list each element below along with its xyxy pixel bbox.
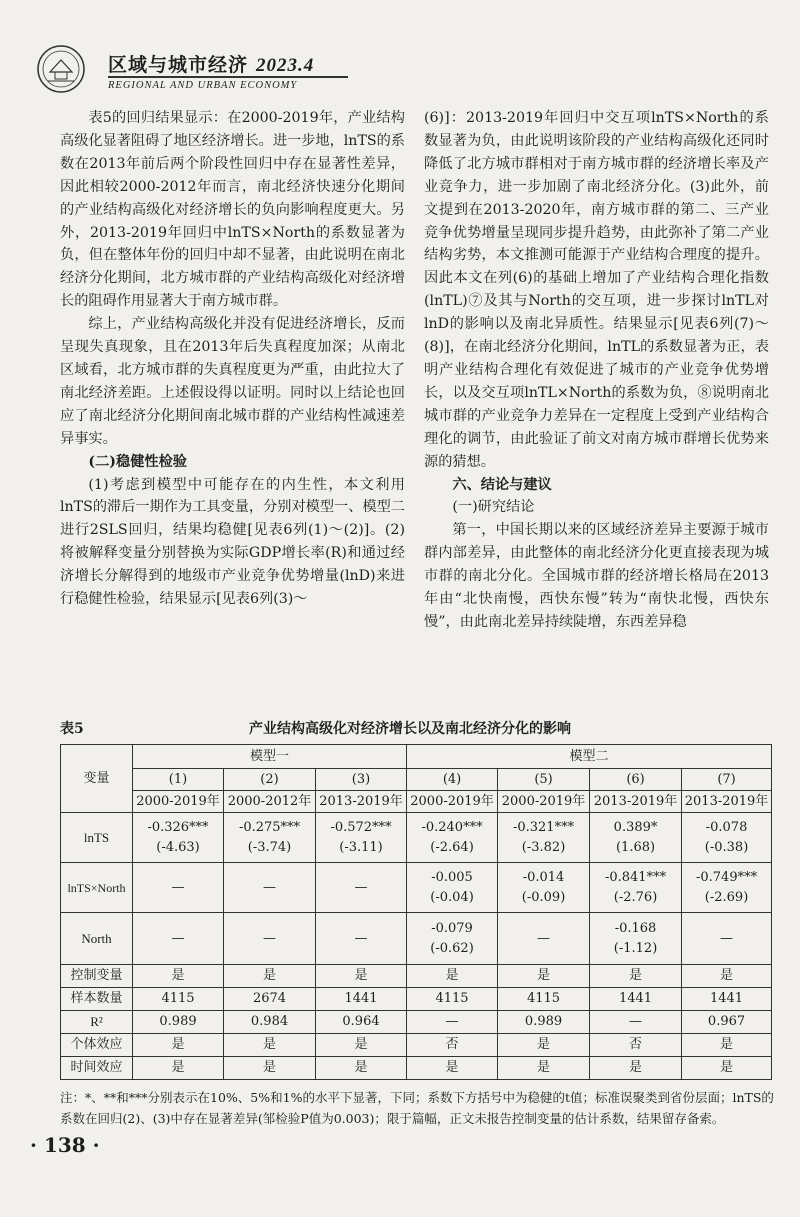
cell: 0.964 xyxy=(316,1011,407,1034)
table-row xyxy=(61,913,772,965)
col-period: 2013-2019年 xyxy=(590,791,682,813)
cell: -0.841*** (-2.76) xyxy=(590,863,682,913)
row-label: 个体效应 xyxy=(61,1034,133,1057)
section-heading-robustness: (二)稳健性检验 xyxy=(88,453,187,470)
cell: 是 xyxy=(133,1057,224,1080)
cell: — xyxy=(224,863,316,913)
cell: 否 xyxy=(407,1034,498,1057)
cell: 1441 xyxy=(682,988,772,1011)
table-note: 注：*、**和***分别表示在10%、5%和1%的水平下显著，下同；系数下方括号中为稳健的t值；标准误聚类到省份层面；lnTS的系数在回归(2)、(3)中存在显著差异(邹检验P值为0.003)；限于篇幅，正文未报告控制变量的估计系数，结果留存备索。 xyxy=(60,1090,774,1126)
table-row xyxy=(61,1034,772,1057)
col-period: 2000-2019年 xyxy=(133,791,224,813)
table-label: 表5 xyxy=(60,721,84,737)
row-label: R² xyxy=(61,1011,133,1034)
table-row xyxy=(61,1057,772,1080)
regression-table xyxy=(60,744,772,1080)
cell: 1441 xyxy=(316,988,407,1011)
table-row xyxy=(61,988,772,1011)
cell: 是 xyxy=(498,965,590,988)
col-period: 2013-2019年 xyxy=(316,791,407,813)
table-row xyxy=(61,1011,772,1034)
cell: 4115 xyxy=(133,988,224,1011)
cell: — xyxy=(133,913,224,965)
paragraph: 综上，产业结构高级化并没有促进经济增长，反而呈现失真现象，且在2013年后失真程度加深；从南北区域看，北方城市群的失真程度更为严重，由此拉大了南北经济差距。上述假设得以证明。同时以上结论也回应了南北经济分化期间南北城市群的产业结构性减速差异事实。 xyxy=(60,316,405,447)
cell: -0.275*** (-3.74) xyxy=(224,813,316,863)
cell: -0.168 (-1.12) xyxy=(590,913,682,965)
row-label: 时间效应 xyxy=(61,1057,133,1080)
row-label: lnTS xyxy=(61,813,133,863)
cell: — xyxy=(316,913,407,965)
cell: 是 xyxy=(316,1034,407,1057)
cell: 0.389* (1.68) xyxy=(590,813,682,863)
table-row xyxy=(61,965,772,988)
row-label: 样本数量 xyxy=(61,988,133,1011)
var-header: 变量 xyxy=(61,745,133,813)
journal-logo-icon xyxy=(36,44,86,94)
col-num: (7) xyxy=(682,769,772,791)
cell: 0.984 xyxy=(224,1011,316,1034)
col-num: (2) xyxy=(224,769,316,791)
cell: 0.989 xyxy=(133,1011,224,1034)
paragraph: (6)]：2013-2019年回归中交互项lnTS×North的系数显著为负，由此说明该阶段的产业结构高级化还同时降低了北方城市群相对于南方城市群的经济增长率及产业竞争力，进一步加剧了南北经济分化。(3)此外，前文提到在2013-2020年，南方城市群的第二、三产业竞争优势增量呈现同步提升趋势，由此弥补了第二产业结构劣势，本文推测可能源于产业结构合理度的提升。因此本文在列(6)的基础上增加了产业结构合理化指数(lnTL)⑦及其与North的交互项，进一步探讨lnTL对lnD的影响以及南北异质性。结果显示[见表6列(7)～(8)]，在南北经济分化期间，lnTL的系数显著为正，表明产业结构合理化有效促进了城市的产业竞争优势增长，以及交互项lnTL×North的系数为负，⑧说明南北城市群的产业竞争力差异在一定程度上受到产业结构合理化的调节，由此验证了前文对南方城市群增长优势来源的猜想。 xyxy=(424,110,769,470)
col-period: 2000-2012年 xyxy=(224,791,316,813)
section-heading-conclusion: 六、结论与建议 xyxy=(452,476,552,493)
paragraph: 第一，中国长期以来的区域经济差异主要源于城市群内部差异，由此整体的南北经济分化更直接表现为城市群的南北分化。全国城市群的经济增长格局在2013年由“北快南慢，西快东慢”转为“南快北慢，西快东慢”，由此南北差异持续陡增，东西差异稳 xyxy=(424,522,769,630)
cell: 是 xyxy=(498,1057,590,1080)
cell: 是 xyxy=(498,1034,590,1057)
cell: -0.014 (-0.09) xyxy=(498,863,590,913)
cell: 是 xyxy=(133,1034,224,1057)
cell: 是 xyxy=(224,1034,316,1057)
cell: -0.572*** (-3.11) xyxy=(316,813,407,863)
row-label: lnTS×North xyxy=(61,863,133,913)
cell: — xyxy=(316,863,407,913)
cell: 是 xyxy=(133,965,224,988)
model2-header: 模型二 xyxy=(407,745,772,769)
page-number: · 138 · xyxy=(30,1133,100,1157)
journal-header xyxy=(36,40,336,100)
cell: -0.326*** (-4.63) xyxy=(133,813,224,863)
model1-header: 模型一 xyxy=(133,745,407,769)
cell: 2674 xyxy=(224,988,316,1011)
cell: 否 xyxy=(590,1034,682,1057)
journal-title: 区域与城市经济 2023.4 xyxy=(108,54,315,76)
col-num: (3) xyxy=(316,769,407,791)
cell: 是 xyxy=(682,1034,772,1057)
cell: -0.078 (-0.38) xyxy=(682,813,772,863)
table-caption xyxy=(60,718,760,738)
col-period: 2000-2019年 xyxy=(498,791,590,813)
cell: 是 xyxy=(590,965,682,988)
cell: 是 xyxy=(224,1057,316,1080)
cell: 0.989 xyxy=(498,1011,590,1034)
cell: -0.079 (-0.62) xyxy=(407,913,498,965)
cell: 0.967 xyxy=(682,1011,772,1034)
cell: — xyxy=(682,913,772,965)
cell: -0.240*** (-2.64) xyxy=(407,813,498,863)
cell: — xyxy=(407,1011,498,1034)
col-num: (6) xyxy=(590,769,682,791)
table-title: 产业结构高级化对经济增长以及南北经济分化的影响 xyxy=(249,721,571,737)
cell: 是 xyxy=(316,965,407,988)
cell: -0.749*** (-2.69) xyxy=(682,863,772,913)
cell: 是 xyxy=(407,965,498,988)
cell: — xyxy=(133,863,224,913)
cell: 是 xyxy=(682,965,772,988)
cell: — xyxy=(498,913,590,965)
cell: 4115 xyxy=(498,988,590,1011)
row-label: North xyxy=(61,913,133,965)
cell: — xyxy=(224,913,316,965)
cell: 是 xyxy=(224,965,316,988)
table-row xyxy=(61,813,772,863)
cell: — xyxy=(590,1011,682,1034)
col-num: (1) xyxy=(133,769,224,791)
cell: 4115 xyxy=(407,988,498,1011)
col-period: 2000-2019年 xyxy=(407,791,498,813)
subsection-heading-findings: (一)研究结论 xyxy=(452,499,535,516)
cell: -0.005 (-0.04) xyxy=(407,863,498,913)
left-column xyxy=(60,107,405,611)
journal-english-title: REGIONAL AND URBAN ECONOMY xyxy=(108,80,298,91)
cell: 是 xyxy=(407,1057,498,1080)
cell: -0.321*** (-3.82) xyxy=(498,813,590,863)
row-label: 控制变量 xyxy=(61,965,133,988)
col-num: (4) xyxy=(407,769,498,791)
header-rule xyxy=(108,76,348,78)
col-num: (5) xyxy=(498,769,590,791)
right-column xyxy=(424,107,769,634)
cell: 1441 xyxy=(590,988,682,1011)
paragraph: (1)考虑到模型中可能存在的内生性，本文利用lnTS的滞后一期作为工具变量，分别对模型一、模型二进行2SLS回归，结果均稳健[见表6列(1)～(2)]。(2)将被解释变量分别替换为实际GDP增长率(R)和通过经济增长分解得到的地级市产业竞争优势增量(lnD)来进行稳健性检验，结果显示[见表6列(3)～ xyxy=(60,476,405,608)
journal-issue: 2023.4 xyxy=(256,55,315,76)
col-period: 2013-2019年 xyxy=(682,791,772,813)
paragraph: 表5的回归结果显示：在2000-2019年，产业结构高级化显著阻碍了地区经济增长。进一步地，lnTS的系数在2013年前后两个阶段性回归中存在显著性差异，因此相较2000-2012年而言，南北经济快速分化期间的产业结构高级化对经济增长的负向影响程度更大。另外，2013-2019年回归中lnTS×North的系数显著为负，但在整体年份的回归中却不显著，由此说明在南北经济分化期间，北方城市群的产业结构高级化对经济增长的阻碍作用显著大于南方城市群。 xyxy=(60,110,405,310)
cell: 是 xyxy=(316,1057,407,1080)
cell: 是 xyxy=(590,1057,682,1080)
cell: 是 xyxy=(682,1057,772,1080)
table-row xyxy=(61,863,772,913)
